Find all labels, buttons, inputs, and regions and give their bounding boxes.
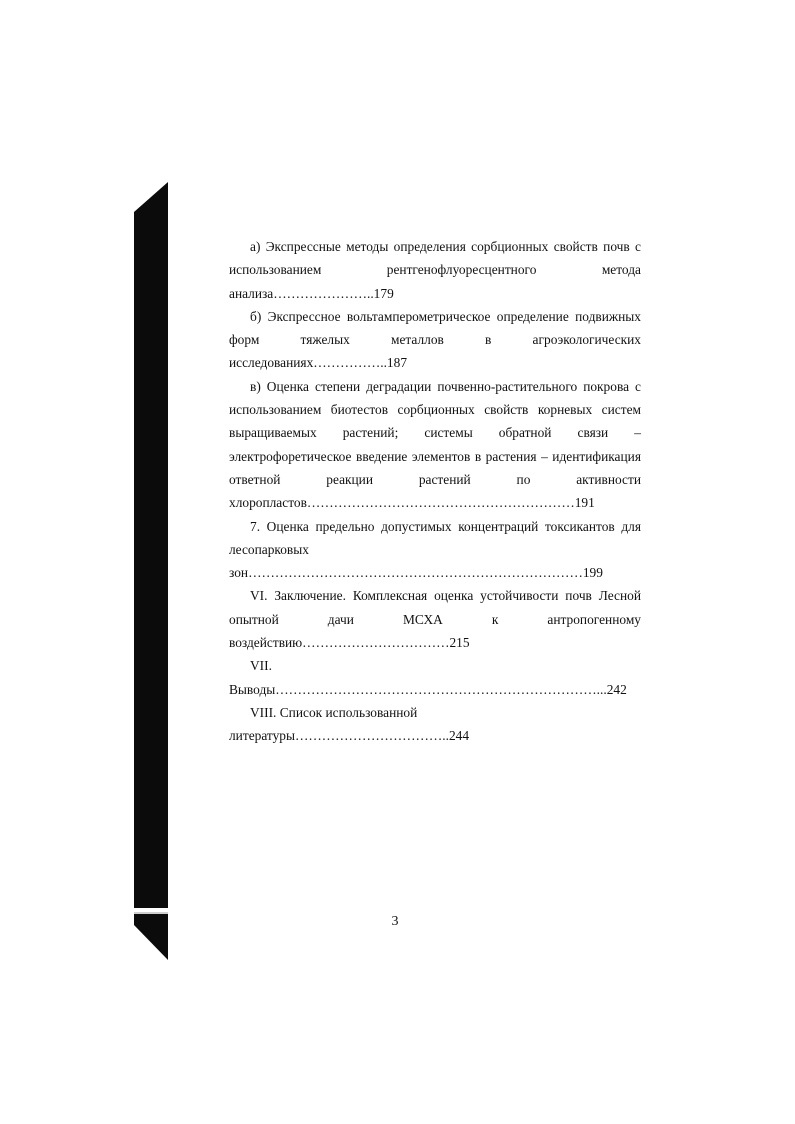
toc-entry-toxicant-limits: 7. Оценка предельно допустимых концентраций токсикантов для лесопарковых зон…………………………………………………………………199: [229, 518, 641, 581]
toc-entry-references: VIII. Список использованной литературы……………………………..244: [229, 704, 470, 744]
toc-entry-voltammetry: б) Экспрессное вольтамперометрическое определение подвижных форм тяжелых металлов в агроэкологических исследованиях……………..187: [229, 308, 641, 371]
toc-entry-findings: VII. Выводы………………………………………………………………...242: [229, 658, 627, 697]
toc-entry-degradation-biotests: в) Оценка степени деградации почвенно-растительного покрова с использованием биотестов сорбционных свойств корневых систем выращиваемых растений; системы обратной связи – электрофоретическое введение элементов в растения – идентификация ответной реакции растений по активности хлоропластов……………………………………………………191: [229, 378, 641, 511]
page-number: 3: [391, 914, 399, 929]
table-of-contents: [229, 235, 641, 748]
toc-entry-conclusion: VI. Заключение. Комплексная оценка устойчивости почв Лесной опытной дачи МСХА к антропогенному воздействию……………………………215: [229, 588, 641, 651]
toc-entry-express-xrf: а) Экспрессные методы определения сорбционных свойств почв с использованием рентгенофлуоресцентного метода анализа…………………..179: [229, 239, 641, 301]
